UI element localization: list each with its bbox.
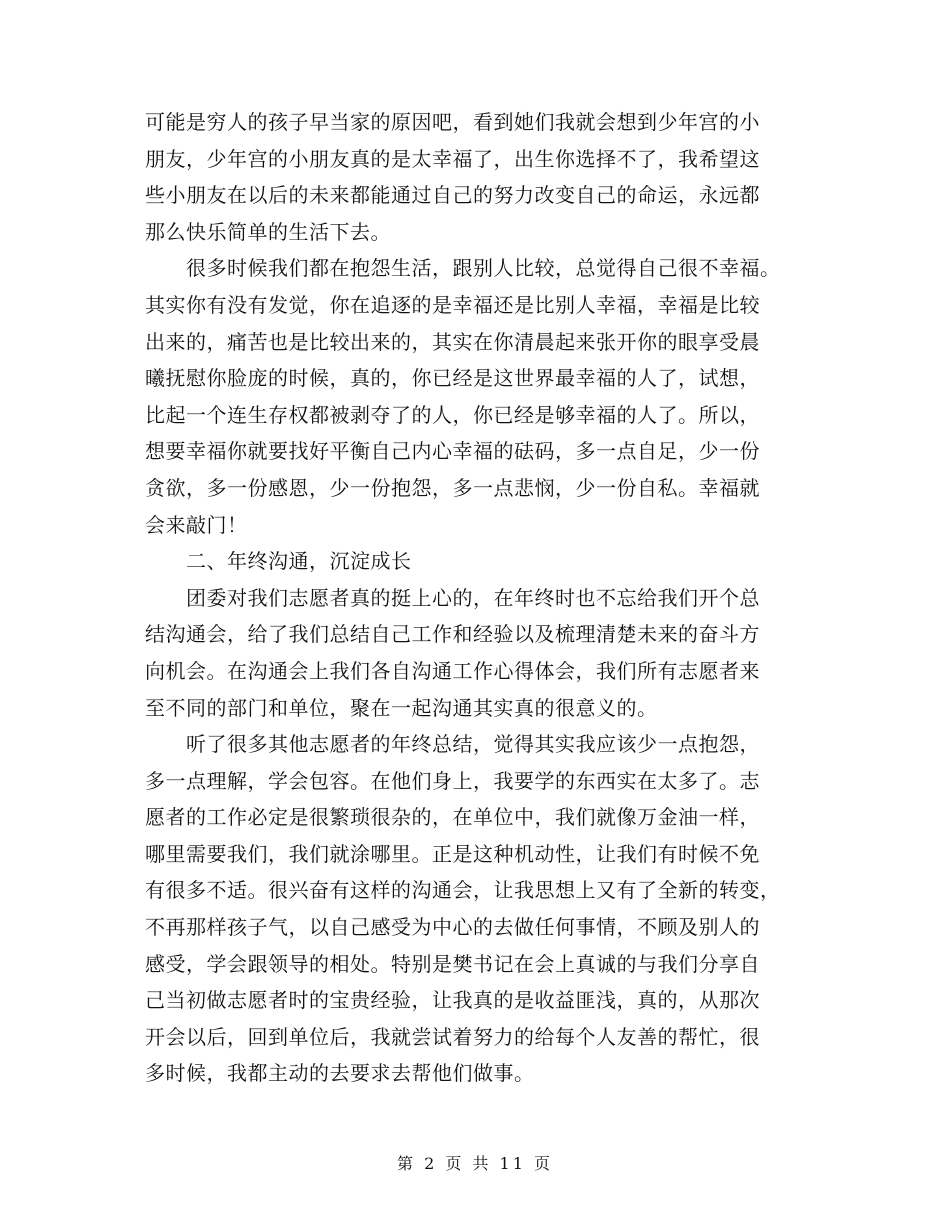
text-line: 出来的，痛苦也是比较出来的，其实在你清晨起来张开你的眼享受晨	[145, 329, 760, 354]
text-line: 感受，学会跟领导的相处。特别是樊书记在会上真诚的与我们分享自	[145, 951, 760, 976]
text-line: 些小朋友在以后的未来都能通过自己的努力改变自己的命运，永远都	[145, 183, 760, 208]
text-line: 至不同的部门和单位，聚在一起沟通其实真的很意义的。	[145, 695, 658, 720]
text-line: 曦抚慰你脸庞的时候，真的，你已经是这世界最幸福的人了，试想，	[145, 366, 760, 391]
text-line: 想要幸福你就要找好平衡自己内心幸福的砝码，多一点自足，少一份	[145, 439, 760, 464]
text-line: 听了很多其他志愿者的年终总结，觉得其实我应该少一点抱怨，	[145, 732, 760, 757]
page-number-footer: 第 2 页 共 11 页	[397, 1154, 553, 1173]
text-line: 朋友，少年宫的小朋友真的是太幸福了，出生你选择不了，我希望这	[145, 146, 760, 171]
text-line: 愿者的工作必定是很繁琐很杂的，在单位中，我们就像万金油一样，	[145, 805, 760, 830]
text-line: 比起一个连生存权都被剥夺了的人，你已经是够幸福的人了。所以，	[145, 402, 760, 427]
section-heading: 二、年终沟通，沉淀成长	[145, 549, 412, 574]
text-line: 那么快乐简单的生活下去。	[145, 219, 391, 244]
text-line: 可能是穷人的孩子早当家的原因吧，看到她们我就会想到少年宫的小	[145, 110, 760, 134]
text-line: 开会以后，回到单位后，我就尝试着努力的给每个人友善的帮忙，很	[145, 1024, 760, 1049]
text-line: 有很多不适。很兴奋有这样的沟通会，让我思想上又有了全新的转变，	[145, 878, 781, 903]
text-line: 贪欲，多一份感恩，少一份抱怨，多一点悲悯，少一份自私。幸福就	[145, 475, 760, 500]
text-line: 己当初做志愿者时的宝贵经验，让我真的是收益匪浅，真的，从那次	[145, 988, 760, 1013]
text-line: 多时候，我都主动的去要求去帮他们做事。	[145, 1061, 535, 1086]
text-line: 很多时候我们都在抱怨生活，跟别人比较，总觉得自己很不幸福。	[145, 256, 781, 281]
text-line: 结沟通会，给了我们总结自己工作和经验以及梳理清楚未来的奋斗方	[145, 622, 760, 647]
document-body	[145, 104, 825, 1092]
text-line: 会来敲门！	[145, 512, 248, 537]
text-line: 哪里需要我们，我们就涂哪里。正是这种机动性，让我们有时候不免	[145, 841, 760, 866]
text-line: 团委对我们志愿者真的挺上心的，在年终时也不忘给我们开个总	[145, 585, 760, 610]
text-line: 向机会。在沟通会上我们各自沟通工作心得体会，我们所有志愿者来	[145, 658, 760, 683]
text-line: 多一点理解，学会包容。在他们身上，我要学的东西实在太多了。志	[145, 768, 760, 793]
text-line: 不再那样孩子气，以自己感受为中心的去做任何事情，不顾及别人的	[145, 915, 760, 940]
text-line: 其实你有没有发觉，你在追逐的是幸福还是比别人幸福，幸福是比较	[145, 292, 760, 317]
